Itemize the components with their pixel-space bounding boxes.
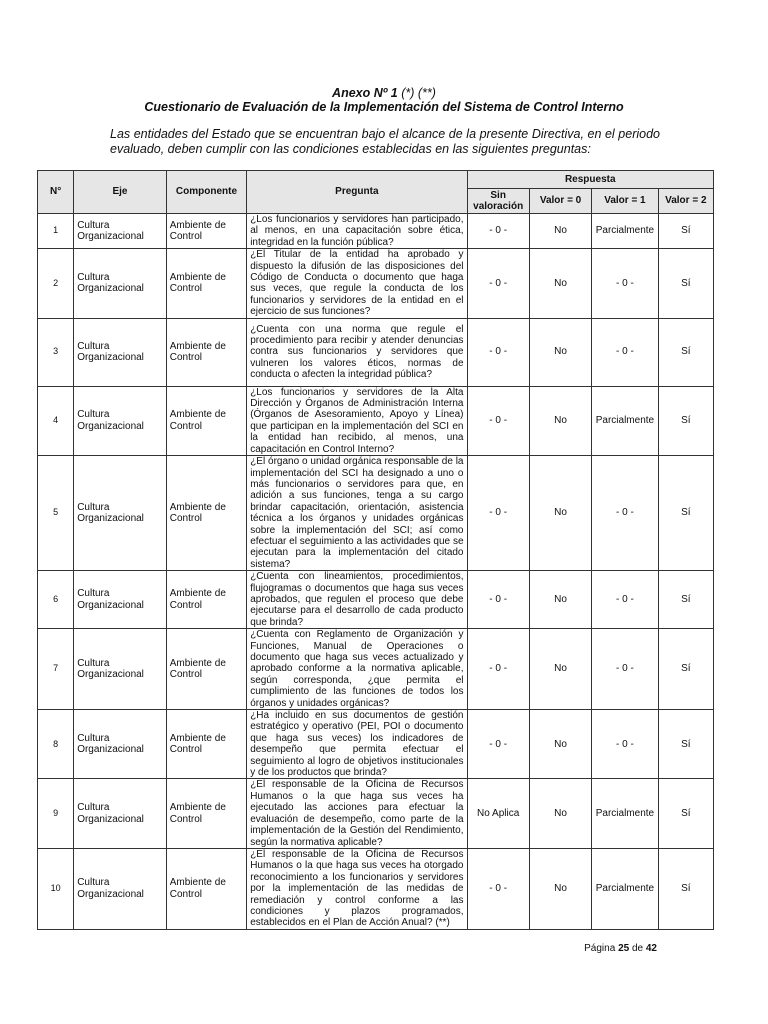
row-valor-2: Sí — [658, 456, 713, 571]
row-componente: Ambiente de Control — [166, 386, 246, 455]
row-pregunta: ¿Cuenta con Reglamento de Organización y Funciones, Manual de Operaciones o documento que haga sus veces actualizado y aprobado conforme a la normativa aplicable, según corresponda, ¿que permita el cumplimiento de las funciones de todos los órganos y unidades orgánicas? — [247, 629, 467, 710]
row-number: 3 — [38, 318, 74, 386]
header-eje: Eje — [74, 171, 167, 214]
table-row — [38, 318, 714, 386]
row-sin-valoracion: - 0 - — [467, 571, 529, 629]
row-number: 5 — [38, 456, 74, 571]
row-valor-2: Sí — [658, 249, 713, 318]
header-valor-2: Valor = 2 — [658, 189, 713, 214]
row-eje: Cultura Organizacional — [74, 629, 167, 710]
row-valor-1: Parcialmente — [592, 214, 658, 249]
row-valor-0: No — [529, 710, 591, 779]
row-valor-0: No — [529, 318, 591, 386]
page-label: Página — [584, 943, 616, 954]
row-valor-0: No — [529, 214, 591, 249]
row-valor-0: No — [529, 779, 591, 848]
row-number: 6 — [38, 571, 74, 629]
row-componente: Ambiente de Control — [166, 318, 246, 386]
row-valor-2: Sí — [658, 214, 713, 249]
row-valor-2: Sí — [658, 710, 713, 779]
row-eje: Cultura Organizacional — [74, 571, 167, 629]
row-eje: Cultura Organizacional — [74, 318, 167, 386]
row-valor-0: No — [529, 456, 591, 571]
row-valor-2: Sí — [658, 386, 713, 455]
row-valor-1: Parcialmente — [592, 848, 658, 929]
header-valor-1: Valor = 1 — [592, 189, 658, 214]
row-pregunta: ¿El Titular de la entidad ha aprobado y dispuesto la difusión de las disposiciones del Código de Conducta o documento que haga sus veces, que regule la conducta de los funcionarios y servidores de la entidad en el ejercicio de sus funciones? — [247, 249, 467, 318]
questionnaire-table — [37, 170, 714, 930]
row-valor-0: No — [529, 629, 591, 710]
table-row — [38, 779, 714, 848]
row-number: 1 — [38, 214, 74, 249]
table-row — [38, 456, 714, 571]
row-componente: Ambiente de Control — [166, 571, 246, 629]
row-valor-1: - 0 - — [592, 456, 658, 571]
row-pregunta: ¿El responsable de la Oficina de Recursos Humanos o la que haga sus veces ha ejecutado las acciones para efectuar la evaluación de desempeño, como parte de la implementación de la Gestión del Rendimiento, según la normativa aplicable? — [247, 779, 467, 848]
header-num: N° — [38, 171, 74, 214]
row-number: 4 — [38, 386, 74, 455]
row-componente: Ambiente de Control — [166, 214, 246, 249]
header-respuesta: Respuesta — [467, 171, 714, 189]
row-valor-1: - 0 - — [592, 710, 658, 779]
header-componente: Componente — [166, 171, 246, 214]
row-valor-0: No — [529, 386, 591, 455]
row-pregunta: ¿Los funcionarios y servidores de la Alta Dirección y Órganos de Administración Interna (Órganos de Asesoramiento, Apoyo y Línea) que participan en la implementación del SCI en la entidad han recibido, al menos, una capacitación en Control Interno? — [247, 386, 467, 455]
page-of-label: de — [631, 943, 644, 954]
row-componente: Ambiente de Control — [166, 710, 246, 779]
row-sin-valoracion: - 0 - — [467, 214, 529, 249]
table-row — [38, 249, 714, 318]
table-row — [38, 386, 714, 455]
row-sin-valoracion: No Aplica — [467, 779, 529, 848]
row-eje: Cultura Organizacional — [74, 779, 167, 848]
row-componente: Ambiente de Control — [166, 629, 246, 710]
row-valor-1: Parcialmente — [592, 779, 658, 848]
row-valor-1: - 0 - — [592, 318, 658, 386]
row-valor-1: - 0 - — [592, 249, 658, 318]
row-valor-1: - 0 - — [592, 629, 658, 710]
row-sin-valoracion: - 0 - — [467, 386, 529, 455]
row-eje: Cultura Organizacional — [74, 214, 167, 249]
row-componente: Ambiente de Control — [166, 848, 246, 929]
annex-title — [0, 86, 768, 100]
row-componente: Ambiente de Control — [166, 779, 246, 848]
row-valor-2: Sí — [658, 571, 713, 629]
header-valor-0: Valor = 0 — [529, 189, 591, 214]
row-pregunta: ¿Cuenta con lineamientos, procedimientos, flujogramas o documentos que haga sus veces aprobados, que regulen el proceso que debe ejecutarse para el desarrollo de cada producto que brinda? — [247, 571, 467, 629]
table-row — [38, 710, 714, 779]
row-sin-valoracion: - 0 - — [467, 629, 529, 710]
table-row — [38, 848, 714, 929]
intro-paragraph: Las entidades del Estado que se encuentran bajo el alcance de la presente Directiva, en el periodo evaluado, deben cumplir con las condiciones establecidas en las siguientes preguntas: — [110, 127, 660, 156]
row-number: 2 — [38, 249, 74, 318]
page-current: 25 — [618, 943, 630, 954]
annex-label: Anexo Nº 1 — [332, 86, 398, 100]
row-valor-0: No — [529, 571, 591, 629]
row-sin-valoracion: - 0 - — [467, 318, 529, 386]
row-valor-1: - 0 - — [592, 571, 658, 629]
page-footer — [520, 943, 657, 954]
row-pregunta: ¿Cuenta con una norma que regule el procedimiento para recibir y atender denuncias contra sus funcionarios y servidores que vulneren los valores éticos, normas de conducta o afecten la integridad pública? — [247, 318, 467, 386]
row-eje: Cultura Organizacional — [74, 386, 167, 455]
row-valor-0: No — [529, 249, 591, 318]
row-valor-2: Sí — [658, 318, 713, 386]
table-row — [38, 571, 714, 629]
row-valor-2: Sí — [658, 848, 713, 929]
row-valor-2: Sí — [658, 629, 713, 710]
row-eje: Cultura Organizacional — [74, 456, 167, 571]
header-sin-valoracion: Sin valoración — [467, 189, 529, 214]
row-valor-1: Parcialmente — [592, 386, 658, 455]
row-number: 7 — [38, 629, 74, 710]
row-number: 9 — [38, 779, 74, 848]
row-pregunta: ¿Ha incluido en sus documentos de gestión estratégico y operativo (PEI, POI o documento que haga sus veces) los indicadores de desempeño que permita efectuar el seguimiento al logro de objetivos institucionales y de los productos que brinda? — [247, 710, 467, 779]
row-number: 10 — [38, 848, 74, 929]
row-eje: Cultura Organizacional — [74, 249, 167, 318]
row-sin-valoracion: - 0 - — [467, 848, 529, 929]
row-number: 8 — [38, 710, 74, 779]
row-valor-2: Sí — [658, 779, 713, 848]
row-valor-0: No — [529, 848, 591, 929]
row-eje: Cultura Organizacional — [74, 848, 167, 929]
row-eje: Cultura Organizacional — [74, 710, 167, 779]
page-total: 42 — [645, 943, 657, 954]
row-sin-valoracion: - 0 - — [467, 710, 529, 779]
row-pregunta: ¿Los funcionarios y servidores han participado, al menos, en una capacitación sobre ética, integridad en la función pública? — [247, 214, 467, 249]
row-componente: Ambiente de Control — [166, 456, 246, 571]
row-pregunta: ¿El órgano o unidad orgánica responsable de la implementación del SCI ha designado a uno o más funcionarios o servidores para que, en adición a sus funciones, tenga a su cargo brindar capacitación, orientación, asistencia técnica a los órganos y unidades orgánicas sobre la implementación del SCI; así como efectuar el seguimiento a las actividades que se ejecutan para la implementación del citado sistema? — [247, 456, 467, 571]
row-pregunta: ¿El responsable de la Oficina de Recursos Humanos o la que haga sus veces ha otorgado reconocimiento a los funcionarios y servidores por la implementación de las medidas de remediación y control conforme a las condiciones y plazos programados, establecidos en el Plan de Acción Anual? (**) — [247, 848, 467, 929]
table-row — [38, 629, 714, 710]
table-row — [38, 214, 714, 249]
document-title: Cuestionario de Evaluación de la Implementación del Sistema de Control Interno — [144, 100, 624, 114]
row-sin-valoracion: - 0 - — [467, 456, 529, 571]
row-sin-valoracion: - 0 - — [467, 249, 529, 318]
annex-suffix: (*) (**) — [401, 86, 436, 100]
row-componente: Ambiente de Control — [166, 249, 246, 318]
header-pregunta: Pregunta — [247, 171, 467, 214]
